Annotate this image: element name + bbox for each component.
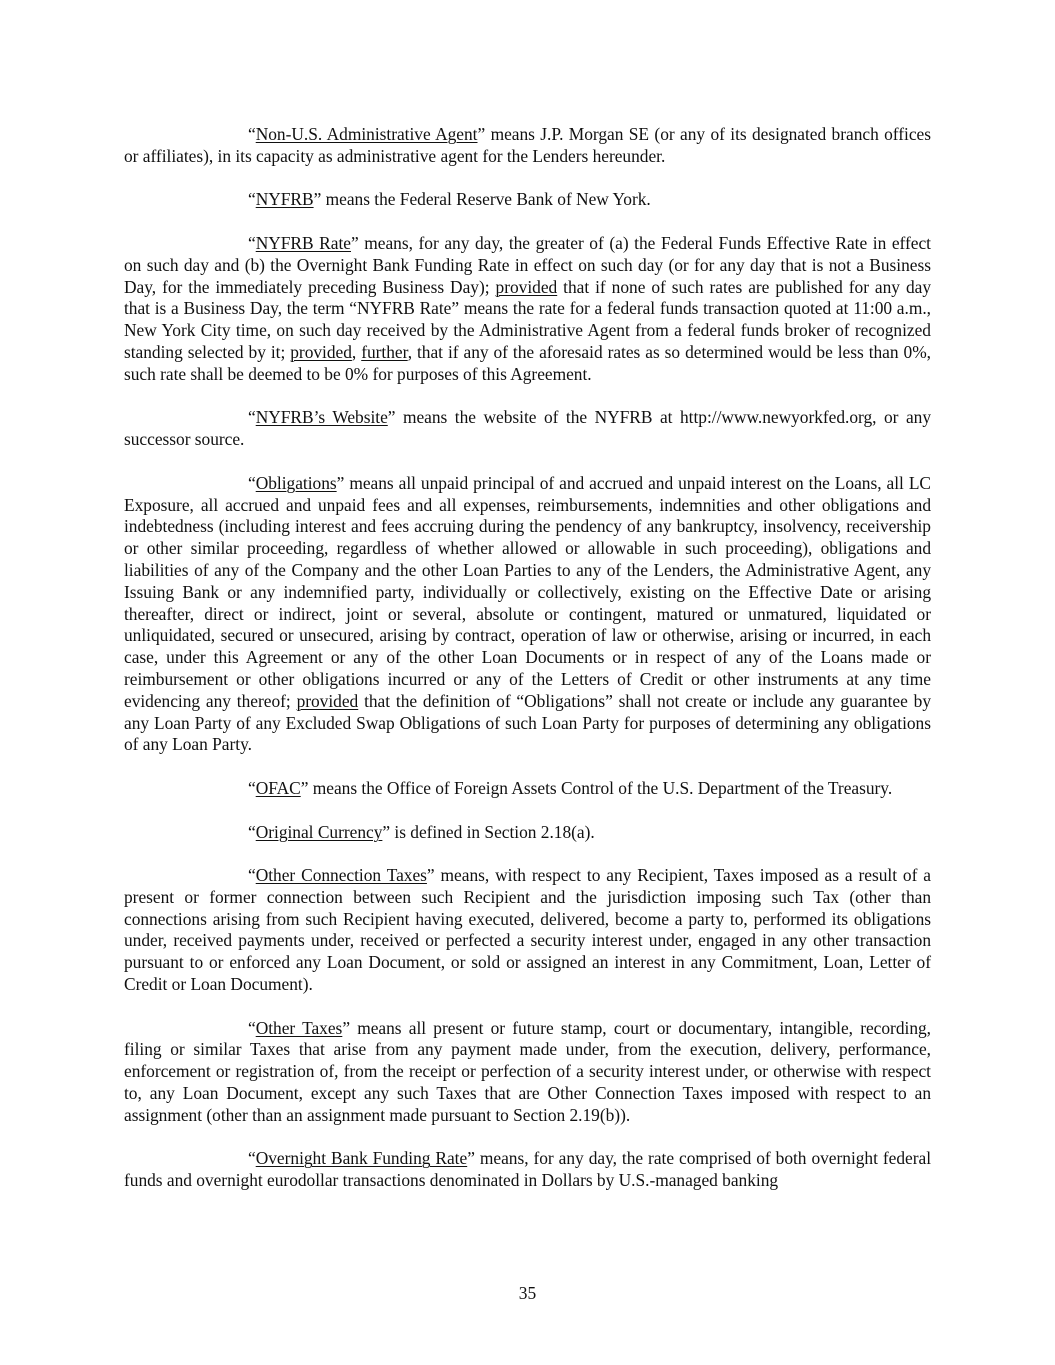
defined-term: Other Connection Taxes xyxy=(255,865,427,886)
defined-term: Overnight Bank Funding Rate xyxy=(255,1148,468,1169)
proviso-term: provided xyxy=(495,276,558,297)
text-segment: that if none of such rates are published for any day that is a Business Day, the term “NYFRB Rate” means the rate for a federal funds transaction quoted at 11:00 a.m., New York City time, on such day received by the Administrative Agent from a federal funds broker of recognized standing selected by it; xyxy=(124,276,931,362)
def-non-us-administrative-agent xyxy=(124,124,931,168)
def-other-connection-taxes xyxy=(124,865,931,996)
text-segment: ” means all present or future stamp, court or documentary, intangible, recording, filing or similar Taxes that arise from any payment made under, from the execution, delivery, performance, enforcement or registration of, from the receipt or perfection of a security interest under, or otherwise with respect to, any Loan Document, except any such Taxes that are Other Connection Taxes imposed with respect to an assignment (other than an assignment made pursuant to Section 2.19(b)). xyxy=(124,1017,931,1125)
text-segment: “ xyxy=(248,821,256,842)
text-segment: “ xyxy=(248,124,256,144)
text-segment: “ xyxy=(248,189,256,210)
text-segment: “ xyxy=(248,472,256,493)
text-segment: ” is defined in Section 2.18(a). xyxy=(382,821,595,842)
defined-term: Original Currency xyxy=(255,821,383,842)
defined-term: Non-U.S. Administrative Agent xyxy=(255,124,478,144)
text-segment: ” means the website of the NYFRB at http://www.newyorkfed.org, or any successor source. xyxy=(124,407,931,450)
definitions-body xyxy=(124,124,931,1214)
text-segment: ” means J.P. Morgan SE (or any of its designated branch offices or affiliates), in its capacity as administrative agent for the Lenders hereunder. xyxy=(124,124,931,166)
proviso-term: provided xyxy=(290,341,352,362)
defined-term: Other Taxes xyxy=(255,1017,343,1038)
text-segment: “ xyxy=(248,232,256,253)
def-obligations xyxy=(124,473,931,756)
def-nyfrb-rate xyxy=(124,233,931,386)
text-segment: ” means, for any day, the rate comprised of both overnight federal funds and overnight eurodollar transactions denominated in Dollars by U.S.-managed banking xyxy=(124,1148,932,1191)
defined-term: NYFRB Rate xyxy=(255,232,351,253)
text-segment: that the definition of “Obligations” shall not create or include any guarantee by any Loan Party of any Excluded Swap Obligations of such Loan Party for purposes of determining any obligations of any Loan Party. xyxy=(124,690,931,755)
def-nyfrb xyxy=(124,189,931,211)
text-segment: , xyxy=(351,341,362,362)
page-number: 35 xyxy=(518,1283,537,1303)
text-segment: ” means, for any day, the greater of (a) the Federal Funds Effective Rate in effect on such day and (b) the Overnight Bank Funding Rate in effect on such day (or for any day that is not a Business Day, for the immediately preceding Business Day); xyxy=(124,232,931,297)
defined-term: OFAC xyxy=(255,777,301,798)
def-nyfrbs-website xyxy=(124,407,931,451)
defined-term: NYFRB’s Website xyxy=(255,407,388,428)
def-other-taxes xyxy=(124,1018,931,1127)
text-segment: “ xyxy=(248,777,256,798)
text-segment: ” means, with respect to any Recipient, Taxes imposed as a result of a present or former connection between such Recipient and the jurisdiction imposing such Tax (other than connections arising from such Recipient having executed, delivered, become a party to, performed its obligations under, received payments under, received or perfected a security interest under, engaged in any other transaction pursuant to or enforced any Loan Document, or sold or assigned an interest in any Commitment, Loan, Letter of Credit or Loan Document). xyxy=(124,865,931,995)
text-segment: ” means all unpaid principal of and accrued and unpaid interest on the Loans, all LC Exposure, all accrued and unpaid fees and all expenses, reimbursements, indemnities and other obligations and indebtedness (including interest and fees accruing during the pendency of any bankruptcy, insolvency, receivership or other similar proceeding, regardless of whether allowed or allowable in such proceeding), obligations and liabilities of any of the Company and the other Loan Parties to any of the Lenders, the Administrative Agent, any Issuing Bank or any indemnified party, individually or collectively, existing on the Effective Date or arising thereafter, direct or indirect, joint or several, absolute or contingent, matured or unmatured, liquidated or unliquidated, secured or unsecured, arising by contract, operation of law or otherwise, arising or incurred, in each case, under this Agreement or any of the other Loan Documents or in respect of any of the Loans made or reimbursement or other obligations incurred or any of the Letters of Credit or other instruments at any time evidencing any thereof; xyxy=(124,472,931,711)
defined-term: Obligations xyxy=(255,472,337,493)
defined-term: NYFRB xyxy=(255,189,314,210)
text-segment: “ xyxy=(248,1148,256,1169)
def-ofac xyxy=(124,778,931,800)
def-overnight-bank-funding-rate xyxy=(124,1148,931,1192)
text-segment: “ xyxy=(248,1017,256,1038)
text-segment: ” means the Federal Reserve Bank of New York. xyxy=(313,189,651,210)
proviso-term: provided xyxy=(296,690,359,711)
text-segment: “ xyxy=(248,865,256,886)
text-segment: , that if any of the aforesaid rates as so determined would be less than 0%, such rate shall be deemed to be 0% for purposes of this Agreement. xyxy=(124,341,931,384)
proviso-term: further xyxy=(361,341,408,362)
text-segment: “ xyxy=(248,407,256,428)
def-original-currency xyxy=(124,822,931,844)
text-segment: ” means the Office of Foreign Assets Control of the U.S. Department of the Treasury. xyxy=(300,777,893,798)
